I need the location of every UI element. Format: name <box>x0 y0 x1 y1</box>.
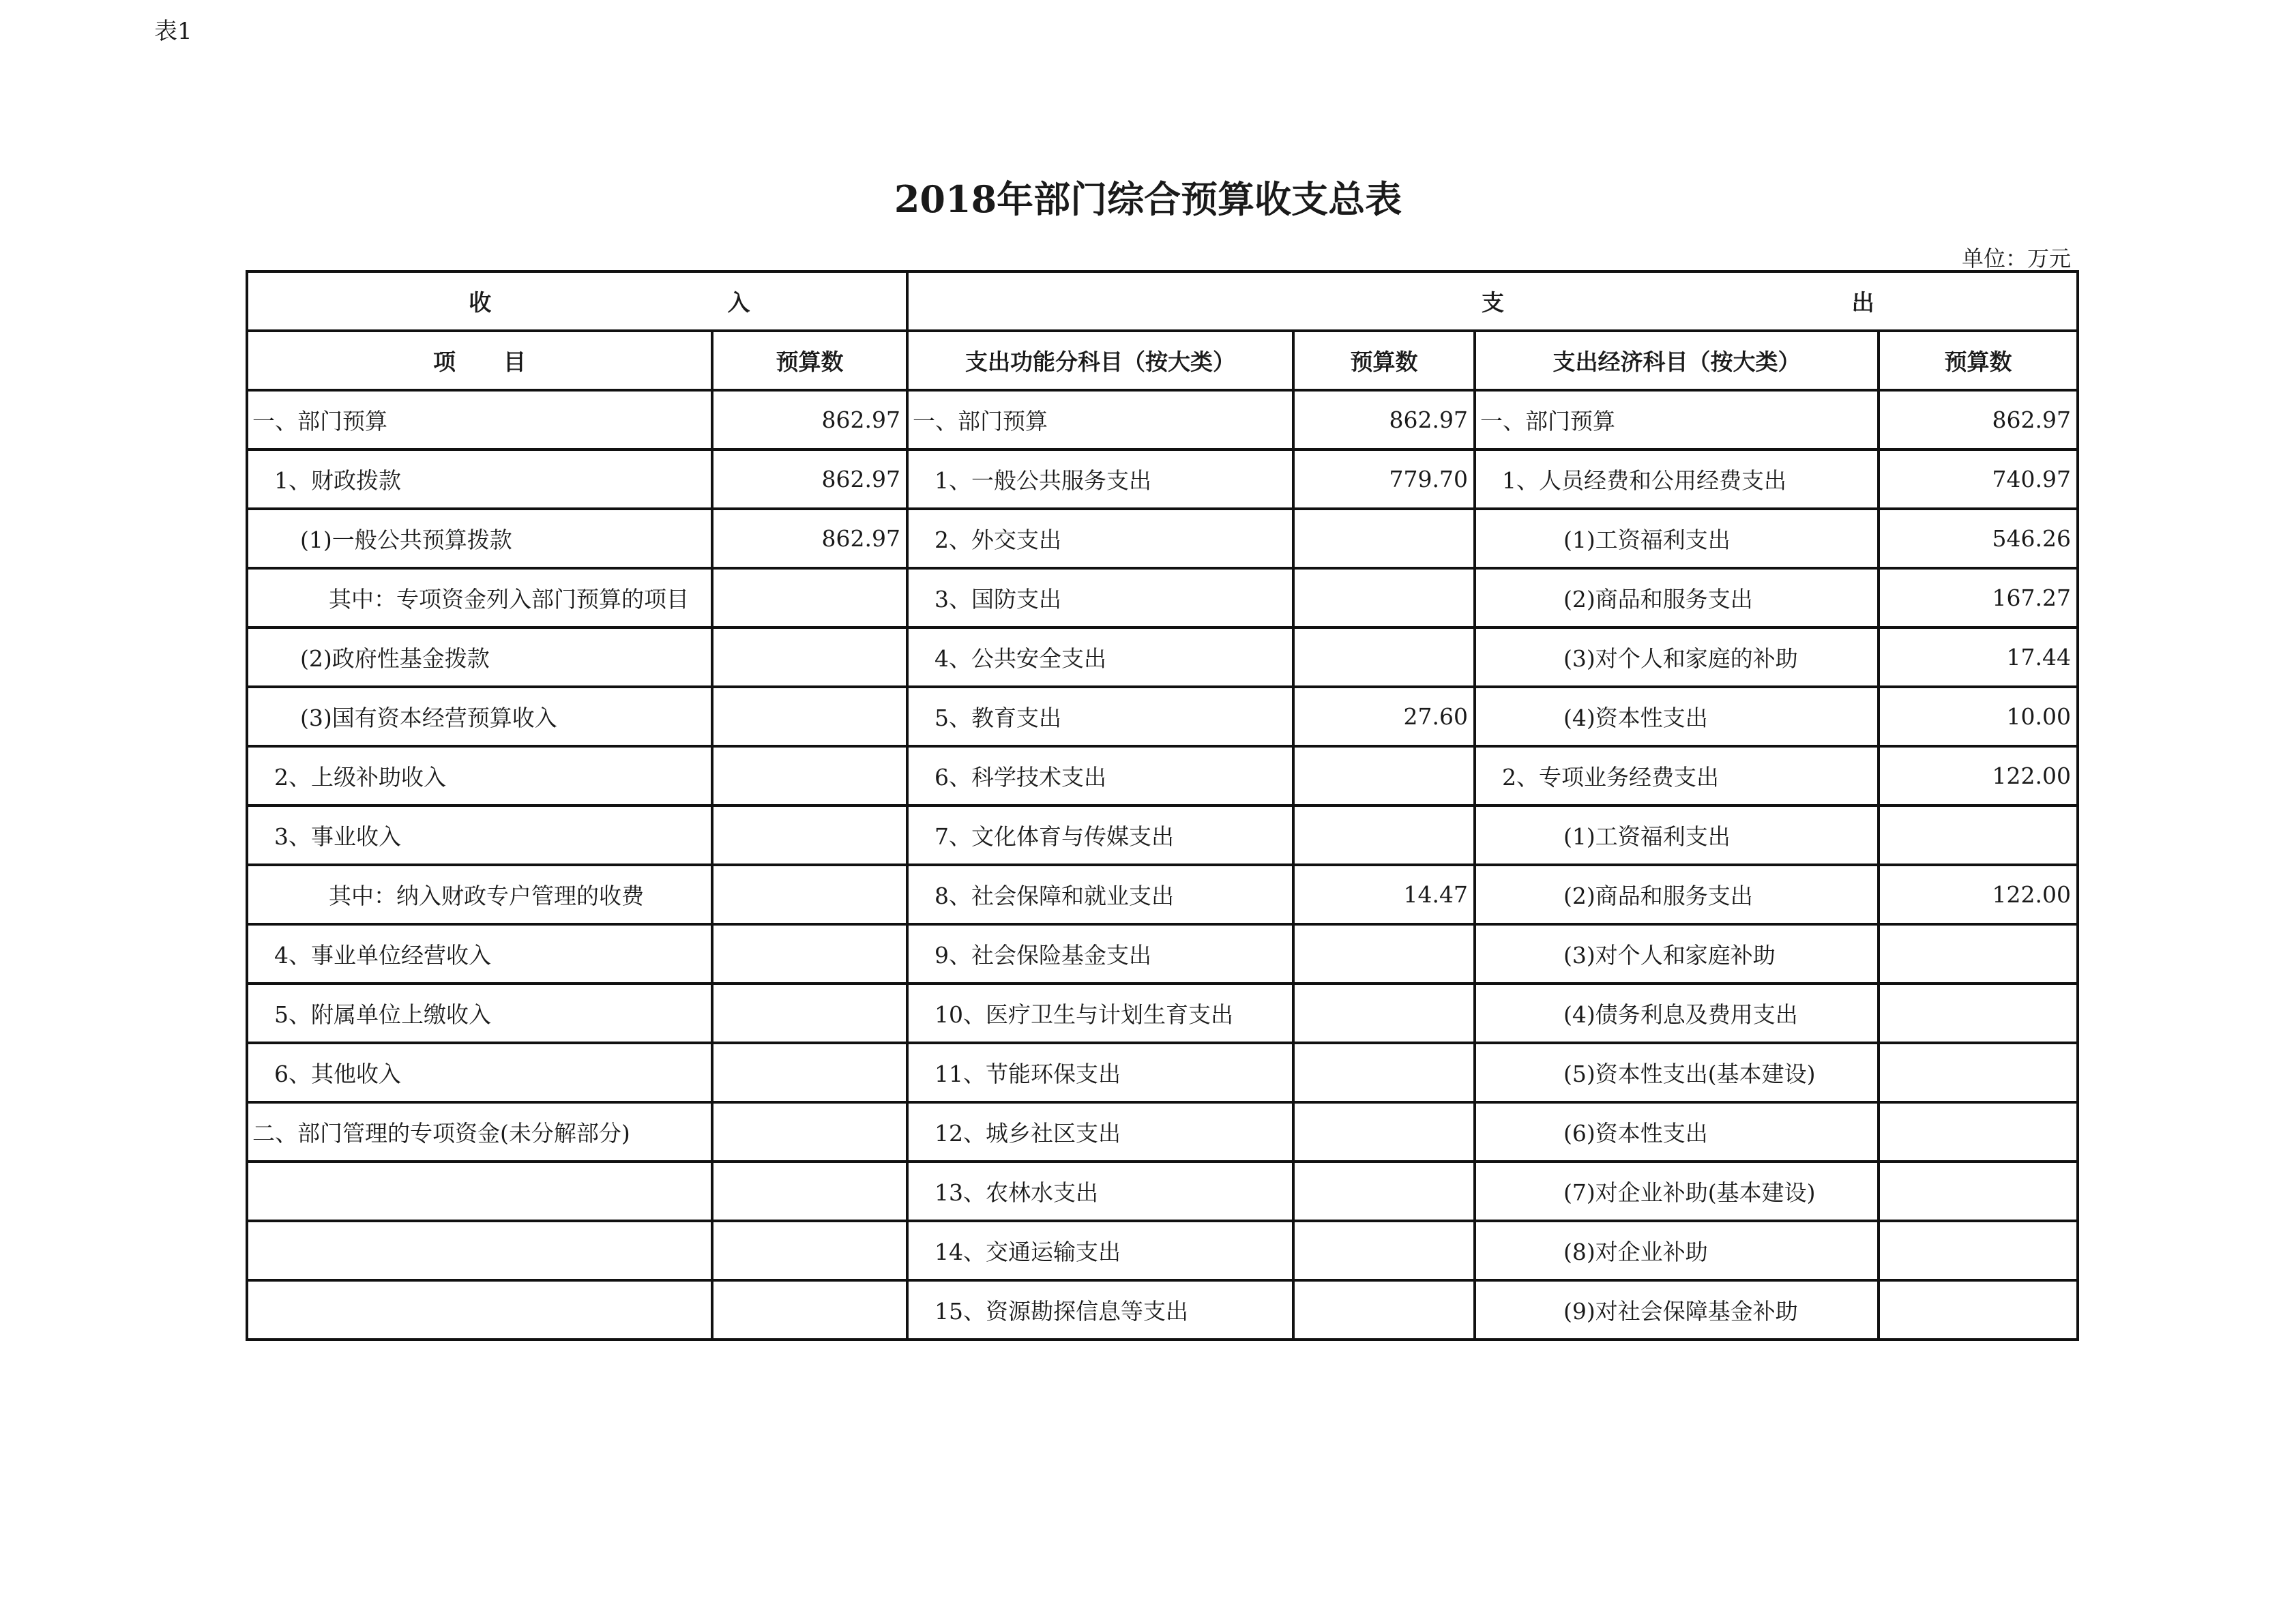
econ-item: (3)对个人和家庭补助 <box>1475 924 1879 984</box>
col-header-econ-budget: 预算数 <box>1879 331 2078 390</box>
income-amount <box>712 628 907 687</box>
table-number-label: 表1 <box>154 18 192 45</box>
table-row <box>247 1280 2078 1340</box>
table-row <box>247 568 2078 628</box>
econ-item: (4)资本性支出 <box>1475 687 1879 746</box>
func-amount <box>1293 746 1475 806</box>
income-item <box>247 1280 712 1340</box>
expense-header-left: 支 <box>1481 289 1504 316</box>
func-amount <box>1293 1221 1475 1280</box>
table-row <box>247 1221 2078 1280</box>
income-amount <box>712 1043 907 1102</box>
func-amount: 14.47 <box>1293 865 1475 924</box>
func-item: 8、社会保障和就业支出 <box>907 865 1293 924</box>
income-amount <box>712 865 907 924</box>
func-amount: 779.70 <box>1293 449 1475 509</box>
table-row <box>247 390 2078 449</box>
econ-item: 2、专项业务经费支出 <box>1475 746 1879 806</box>
econ-amount <box>1879 1043 2078 1102</box>
income-item: 5、附属单位上缴收入 <box>247 984 712 1043</box>
econ-amount <box>1879 984 2078 1043</box>
econ-item: (1)工资福利支出 <box>1475 509 1879 568</box>
income-amount: 862.97 <box>712 390 907 449</box>
econ-amount <box>1879 1102 2078 1162</box>
econ-item: (2)商品和服务支出 <box>1475 568 1879 628</box>
func-item: 5、教育支出 <box>907 687 1293 746</box>
income-amount <box>712 687 907 746</box>
income-header-right: 入 <box>727 289 750 316</box>
income-item <box>247 1162 712 1221</box>
income-item: 其中：专项资金列入部门预算的项目 <box>247 568 712 628</box>
func-amount <box>1293 924 1475 984</box>
col-header-income-budget: 预算数 <box>712 331 907 390</box>
col-header-func-budget: 预算数 <box>1293 331 1475 390</box>
unit-label: 单位：万元 <box>1961 246 2071 271</box>
econ-amount: 167.27 <box>1879 568 2078 628</box>
func-amount: 862.97 <box>1293 390 1475 449</box>
table-row <box>247 628 2078 687</box>
table-row <box>247 924 2078 984</box>
table-row <box>247 865 2078 924</box>
econ-item: (4)债务利息及费用支出 <box>1475 984 1879 1043</box>
table-row <box>247 449 2078 509</box>
func-item: 13、农林水支出 <box>907 1162 1293 1221</box>
econ-item: (7)对企业补助(基本建设) <box>1475 1162 1879 1221</box>
func-item: 2、外交支出 <box>907 509 1293 568</box>
func-amount <box>1293 806 1475 865</box>
func-item: 14、交通运输支出 <box>907 1221 1293 1280</box>
income-item: 6、其他收入 <box>247 1043 712 1102</box>
income-item: (3)国有资本经营预算收入 <box>247 687 712 746</box>
income-item: 4、事业单位经营收入 <box>247 924 712 984</box>
func-amount <box>1293 1280 1475 1340</box>
page-title: 2018年部门综合预算收支总表 <box>894 177 1402 221</box>
func-item: 7、文化体育与传媒支出 <box>907 806 1293 865</box>
econ-amount <box>1879 1280 2078 1340</box>
income-amount: 862.97 <box>712 509 907 568</box>
expense-header-right: 出 <box>1851 289 1874 316</box>
econ-item: (1)工资福利支出 <box>1475 806 1879 865</box>
func-amount <box>1293 1102 1475 1162</box>
func-amount <box>1293 509 1475 568</box>
func-amount <box>1293 984 1475 1043</box>
budget-summary-table <box>246 270 2079 1341</box>
income-item: (2)政府性基金拨款 <box>247 628 712 687</box>
econ-item: (5)资本性支出(基本建设) <box>1475 1043 1879 1102</box>
table-row <box>247 806 2078 865</box>
econ-amount: 122.00 <box>1879 865 2078 924</box>
econ-item: (3)对个人和家庭的补助 <box>1475 628 1879 687</box>
income-item: 二、部门管理的专项资金(未分解部分) <box>247 1102 712 1162</box>
table-row <box>247 687 2078 746</box>
income-section-header <box>247 271 907 331</box>
func-amount <box>1293 1162 1475 1221</box>
income-amount <box>712 1221 907 1280</box>
col-header-func-subject: 支出功能分科目（按大类） <box>907 331 1293 390</box>
func-amount <box>1293 628 1475 687</box>
table-row <box>247 509 2078 568</box>
func-item: 12、城乡社区支出 <box>907 1102 1293 1162</box>
econ-item: (9)对社会保障基金补助 <box>1475 1280 1879 1340</box>
econ-item: (8)对企业补助 <box>1475 1221 1879 1280</box>
econ-amount <box>1879 1162 2078 1221</box>
func-item: 6、科学技术支出 <box>907 746 1293 806</box>
income-item: 1、财政拨款 <box>247 449 712 509</box>
econ-amount: 862.97 <box>1879 390 2078 449</box>
income-amount <box>712 806 907 865</box>
income-amount <box>712 984 907 1043</box>
econ-amount: 10.00 <box>1879 687 2078 746</box>
income-amount <box>712 1102 907 1162</box>
income-amount <box>712 1280 907 1340</box>
table-row <box>247 746 2078 806</box>
col-header-item-b: 目 <box>503 349 526 375</box>
income-amount <box>712 924 907 984</box>
col-header-econ-subject: 支出经济科目（按大类） <box>1475 331 1879 390</box>
func-item: 一、部门预算 <box>907 390 1293 449</box>
econ-item: 一、部门预算 <box>1475 390 1879 449</box>
econ-item: (6)资本性支出 <box>1475 1102 1879 1162</box>
func-item: 3、国防支出 <box>907 568 1293 628</box>
func-amount: 27.60 <box>1293 687 1475 746</box>
expense-section-header <box>907 271 2078 331</box>
income-header-left: 收 <box>469 289 492 316</box>
col-header-item <box>247 331 712 390</box>
econ-amount <box>1879 924 2078 984</box>
econ-item: (2)商品和服务支出 <box>1475 865 1879 924</box>
func-item: 10、医疗卫生与计划生育支出 <box>907 984 1293 1043</box>
func-item: 11、节能环保支出 <box>907 1043 1293 1102</box>
econ-amount: 17.44 <box>1879 628 2078 687</box>
income-amount <box>712 568 907 628</box>
econ-item: 1、人员经费和公用经费支出 <box>1475 449 1879 509</box>
econ-amount <box>1879 1221 2078 1280</box>
func-amount <box>1293 1043 1475 1102</box>
income-amount: 862.97 <box>712 449 907 509</box>
income-item: 3、事业收入 <box>247 806 712 865</box>
table-row <box>247 1043 2078 1102</box>
income-item: (1)一般公共预算拨款 <box>247 509 712 568</box>
income-item: 其中：纳入财政专户管理的收费 <box>247 865 712 924</box>
income-item: 一、部门预算 <box>247 390 712 449</box>
econ-amount: 546.26 <box>1879 509 2078 568</box>
section-header-row <box>247 271 2078 331</box>
table-row <box>247 1102 2078 1162</box>
econ-amount <box>1879 806 2078 865</box>
econ-amount: 740.97 <box>1879 449 2078 509</box>
income-amount <box>712 1162 907 1221</box>
column-header-row <box>247 331 2078 390</box>
func-amount <box>1293 568 1475 628</box>
table-row <box>247 1162 2078 1221</box>
table-row <box>247 984 2078 1043</box>
func-item: 15、资源勘探信息等支出 <box>907 1280 1293 1340</box>
income-amount <box>712 746 907 806</box>
income-item: 2、上级补助收入 <box>247 746 712 806</box>
func-item: 1、一般公共服务支出 <box>907 449 1293 509</box>
func-item: 4、公共安全支出 <box>907 628 1293 687</box>
econ-amount: 122.00 <box>1879 746 2078 806</box>
func-item: 9、社会保险基金支出 <box>907 924 1293 984</box>
income-item <box>247 1221 712 1280</box>
col-header-item-a: 项 <box>433 349 456 375</box>
